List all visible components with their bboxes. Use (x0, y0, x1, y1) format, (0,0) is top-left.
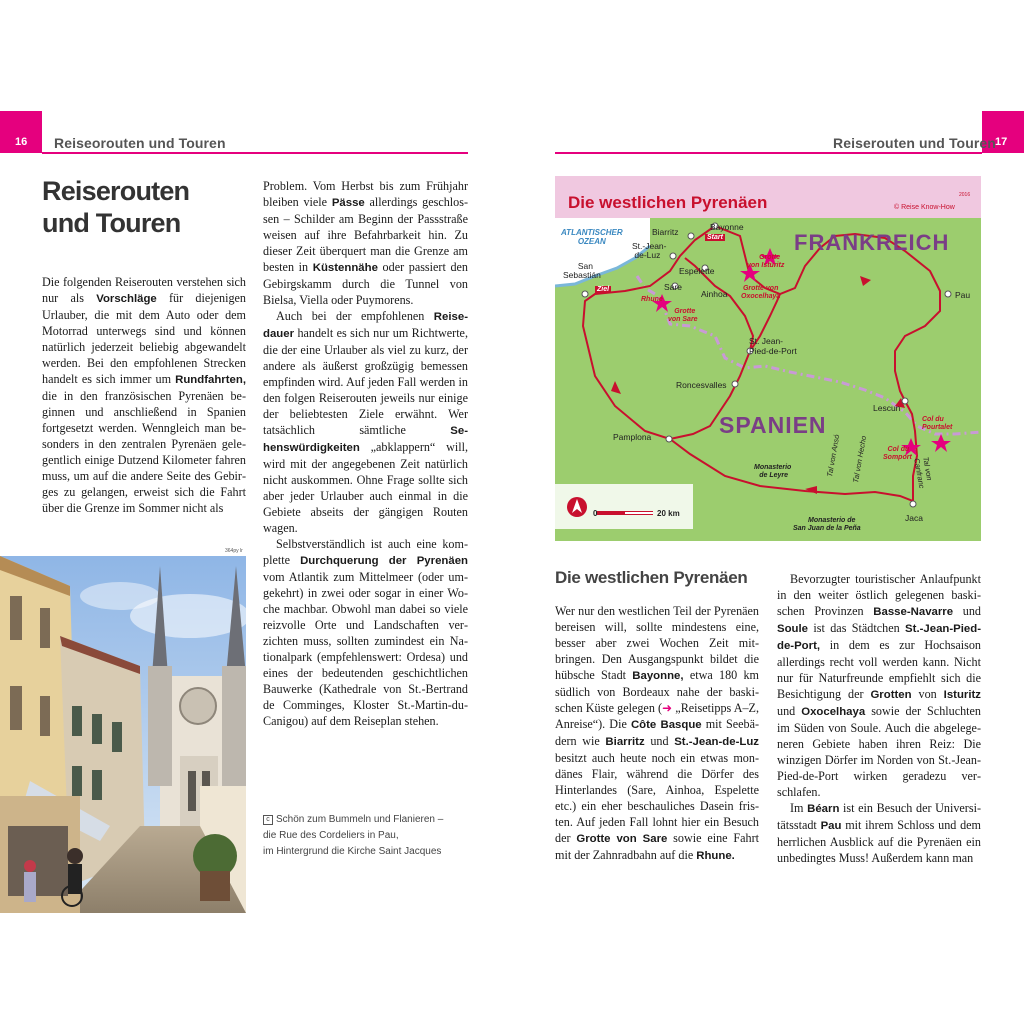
right-column-2 (777, 571, 981, 866)
label-grotte-oxocelhaya: Grotte von Oxocelhaya (741, 285, 781, 300)
route-map (555, 176, 981, 541)
label-bayonne: Bayonne (710, 222, 744, 232)
label-pau: Pau (955, 290, 971, 300)
section-subhead: Die westlichen Pyrenäen (555, 568, 748, 587)
label-san-sebastian: San Sebastián (563, 261, 601, 280)
label-roncesvalles: Roncesvalles (676, 380, 727, 390)
running-head-left: Reiseorouten und Touren (54, 135, 226, 151)
right-column-1 (555, 603, 759, 864)
scale-km: 20 km (657, 509, 680, 518)
cross-reference-arrow-icon: ➜ (662, 701, 673, 715)
street-photo (0, 556, 246, 913)
caption-marker-icon: c (263, 815, 273, 825)
label-espelette: Espelette (679, 266, 715, 276)
map-country-spain: SPANIEN (719, 412, 827, 438)
map-copyright: © Reise Know-How (894, 204, 955, 211)
label-san-juan-pena: Monasterio de San Juan de la Peña (793, 517, 861, 532)
paragraph: Problem. Vom Herbst bis zum Frühjahr bleiben viele Pässe allerdings geschlossen – Schilder am Beginn der Passstraße weisen auf ihre Befahrbarkeit hin. Zu dieser Zeit überquert man die Grenze am besten in Küstennähe oder passiert den Gebirgskamm durch die Tunnel von Bielsa, Viella oder Puymorens. (263, 179, 468, 307)
paragraph: Im Béarn ist ein Besuch der Universitätsstadt Pau mit ihrem Schloss und dem herrlichen Ausblick auf die Pyrenäen ein unbedingtes Muss! Außerdem kann man (777, 801, 981, 865)
map-place-labels (555, 176, 981, 541)
map-country-france: FRANKREICH (794, 230, 950, 255)
map-title: Die westlichen Pyrenäen (568, 193, 768, 212)
label-grotte-sare: Grotte von Sare (668, 308, 698, 323)
header-rule-right (555, 152, 982, 154)
paragraph: Selbstverständlich ist auch eine komplette Durchquerung der Pyrenäen vom Atlantik zum Mittelmeer (oder umgekehrt) in zwei oder sogar in einer Woche machbar. Obwohl man dabei so viele reizvolle Orte und Landschaften verzichten muss, sollten zumindest ein Nationalpark (empfehlenswert: Ordesa) und eines der bedeutenden geschichtlichen Bauwerke (Kathedrale von St.-Bertrand de Comminges, Kloster St.-Martin-du-Canigou) auf dem Reiseplan stehen. (263, 537, 468, 728)
page-title-line2: und Touren (42, 208, 181, 238)
label-lescun: Lescun (873, 403, 901, 413)
photo-caption: c Schön zum Bummeln und Flanieren – die Rue des Cordeliers in Pau, im Hintergrund die Kirche Saint Jacques (263, 814, 444, 857)
label-jaca: Jaca (905, 513, 923, 523)
photo-credit: 364py lr (225, 548, 243, 554)
left-column-1 (42, 274, 246, 516)
paragraph: Die folgenden Reiserouten verstehen sich nur als Vorschläge für diejenigen Urlauber, die mit dem Auto oder dem Motorrad unterwegs sind und können natürlich jederzeit beliebig abgewandelt werden. Bei den empfohlenen Strecken handelt es sich immer um Rundfahrten, die in den französischen Pyrenäen beginnen und anschließend in Spanien fortgesetzt werden. Wenngleich man besonders in den zentralen Pyrenäen gelegentlich einige Dutzend Kilometer fahren muss, um auf die andere Seite des Gebirges zu gelangen, erweist sich die Fahrt über die Grenze im Sommer nicht als (42, 275, 246, 515)
label-tal-hecho: Tal von Hecho (851, 435, 869, 484)
map-ocean-label: ATLANTISCHER OZEAN (561, 228, 623, 246)
label-biarritz: Biarritz (652, 227, 679, 237)
label-pamplona: Pamplona (613, 432, 652, 442)
label-stjean-port: St. Jean- Pied-de-Port (749, 336, 797, 356)
page-number-left: 16 (15, 136, 28, 148)
label-start: Start (707, 234, 723, 241)
label-tal-canfranc: Tal von Canfranc (912, 456, 935, 490)
label-leyre: Monasterio de Leyre (754, 464, 792, 479)
page-number-right: 17 (995, 136, 1008, 148)
map-copyright-year: 2016 (959, 192, 971, 198)
left-column-2 (263, 178, 468, 729)
paragraph: Bevorzugter touristischer Anlaufpunkt in den weiter östlich gelegenen baskischen Provinzen Basse-Navarre und Soule ist das Städtchen St.-Jean-Pied-de-Port, in dem es zur Hochsaison allerdings recht voll werden kann. Nicht nur für Naturfreunde empfiehlt sich die Besichtigung der Grotten von Isturitz und Oxocelhaya sowie der Schluchten im Süden von Soule. Auch die abgelegeneren Gebiete haben ihren Reiz: Die winzigen Dörfer im Norden von St.-Jean-Pied-de-Port wirken geradezu verschlafen. (777, 572, 981, 799)
running-head-right: Reiserouten und Touren (833, 135, 996, 151)
label-ziel: Ziel (597, 286, 610, 293)
paragraph: Wer nur den westlichen Teil der Pyrenäen bereisen will, sollte mindestens eine, besser aber zwei Wochen Zeit mitbringen. Den Ausgangspunkt bildet die hübsche Stadt Bayonne, etwa 180 km südlich von Bordeaux nahe der baskischen Küste gelegen (➜ „Reisetipps A–Z, Anreise“). Die Côte Basque mit Seebädern wie Biarritz und St.-Jean-de-Luz besitzt auch heute noch ein etwas mondänes Flair, während die Dörfer des Hinterlandes (Sare, Ainhoa, Espelette etc.) ein eher beschauliches Dasein fristen. Auf jeden Fall lohnt hier ein Besuch der Grotte von Sare sowie eine Fahrt mit der Zahnradbahn auf die Rhune. (555, 604, 760, 862)
label-col-pourtalet: Col du Pourtalet (922, 416, 953, 431)
header-rule-left (42, 152, 468, 154)
label-col-somport: Col du Somport (883, 446, 912, 461)
page-title-line1: Reiserouten (42, 176, 190, 206)
label-sare: Sare (664, 282, 682, 292)
label-ainhoa: Ainhoa (701, 289, 728, 299)
label-stjean-luz: St.-Jean- de-Luz (632, 241, 667, 260)
label-grotte-isturitz: Grotte von Isturitz (747, 254, 785, 269)
scale-zero: 0 (593, 509, 598, 518)
label-rhune: Rhune (641, 296, 663, 303)
label-tal-anso: Tal von Ansó (825, 433, 842, 478)
paragraph: Auch bei der empfohlenen Reisedauer handelt es sich nur um Richtwerte, die der eine Urlauber als viel zu kurz, der andere als äußerst großzügig bemessen empfinden wird. Auf jeden Fall werden in den folgen Reiserouten jeweils nur einige der beliebtesten Ziele erwähnt. Wer tatsächlich sämtliche Sehenswürdigkeiten „abklappern“ will, wird mit der angegebenen Zeit natürlich nicht auskommen. Ohne Frage sollte sich aber jeder Urlauber auch einmal in die Gebiete abseits der gängigen Routen wagen. (263, 309, 468, 535)
page-title (42, 175, 242, 239)
